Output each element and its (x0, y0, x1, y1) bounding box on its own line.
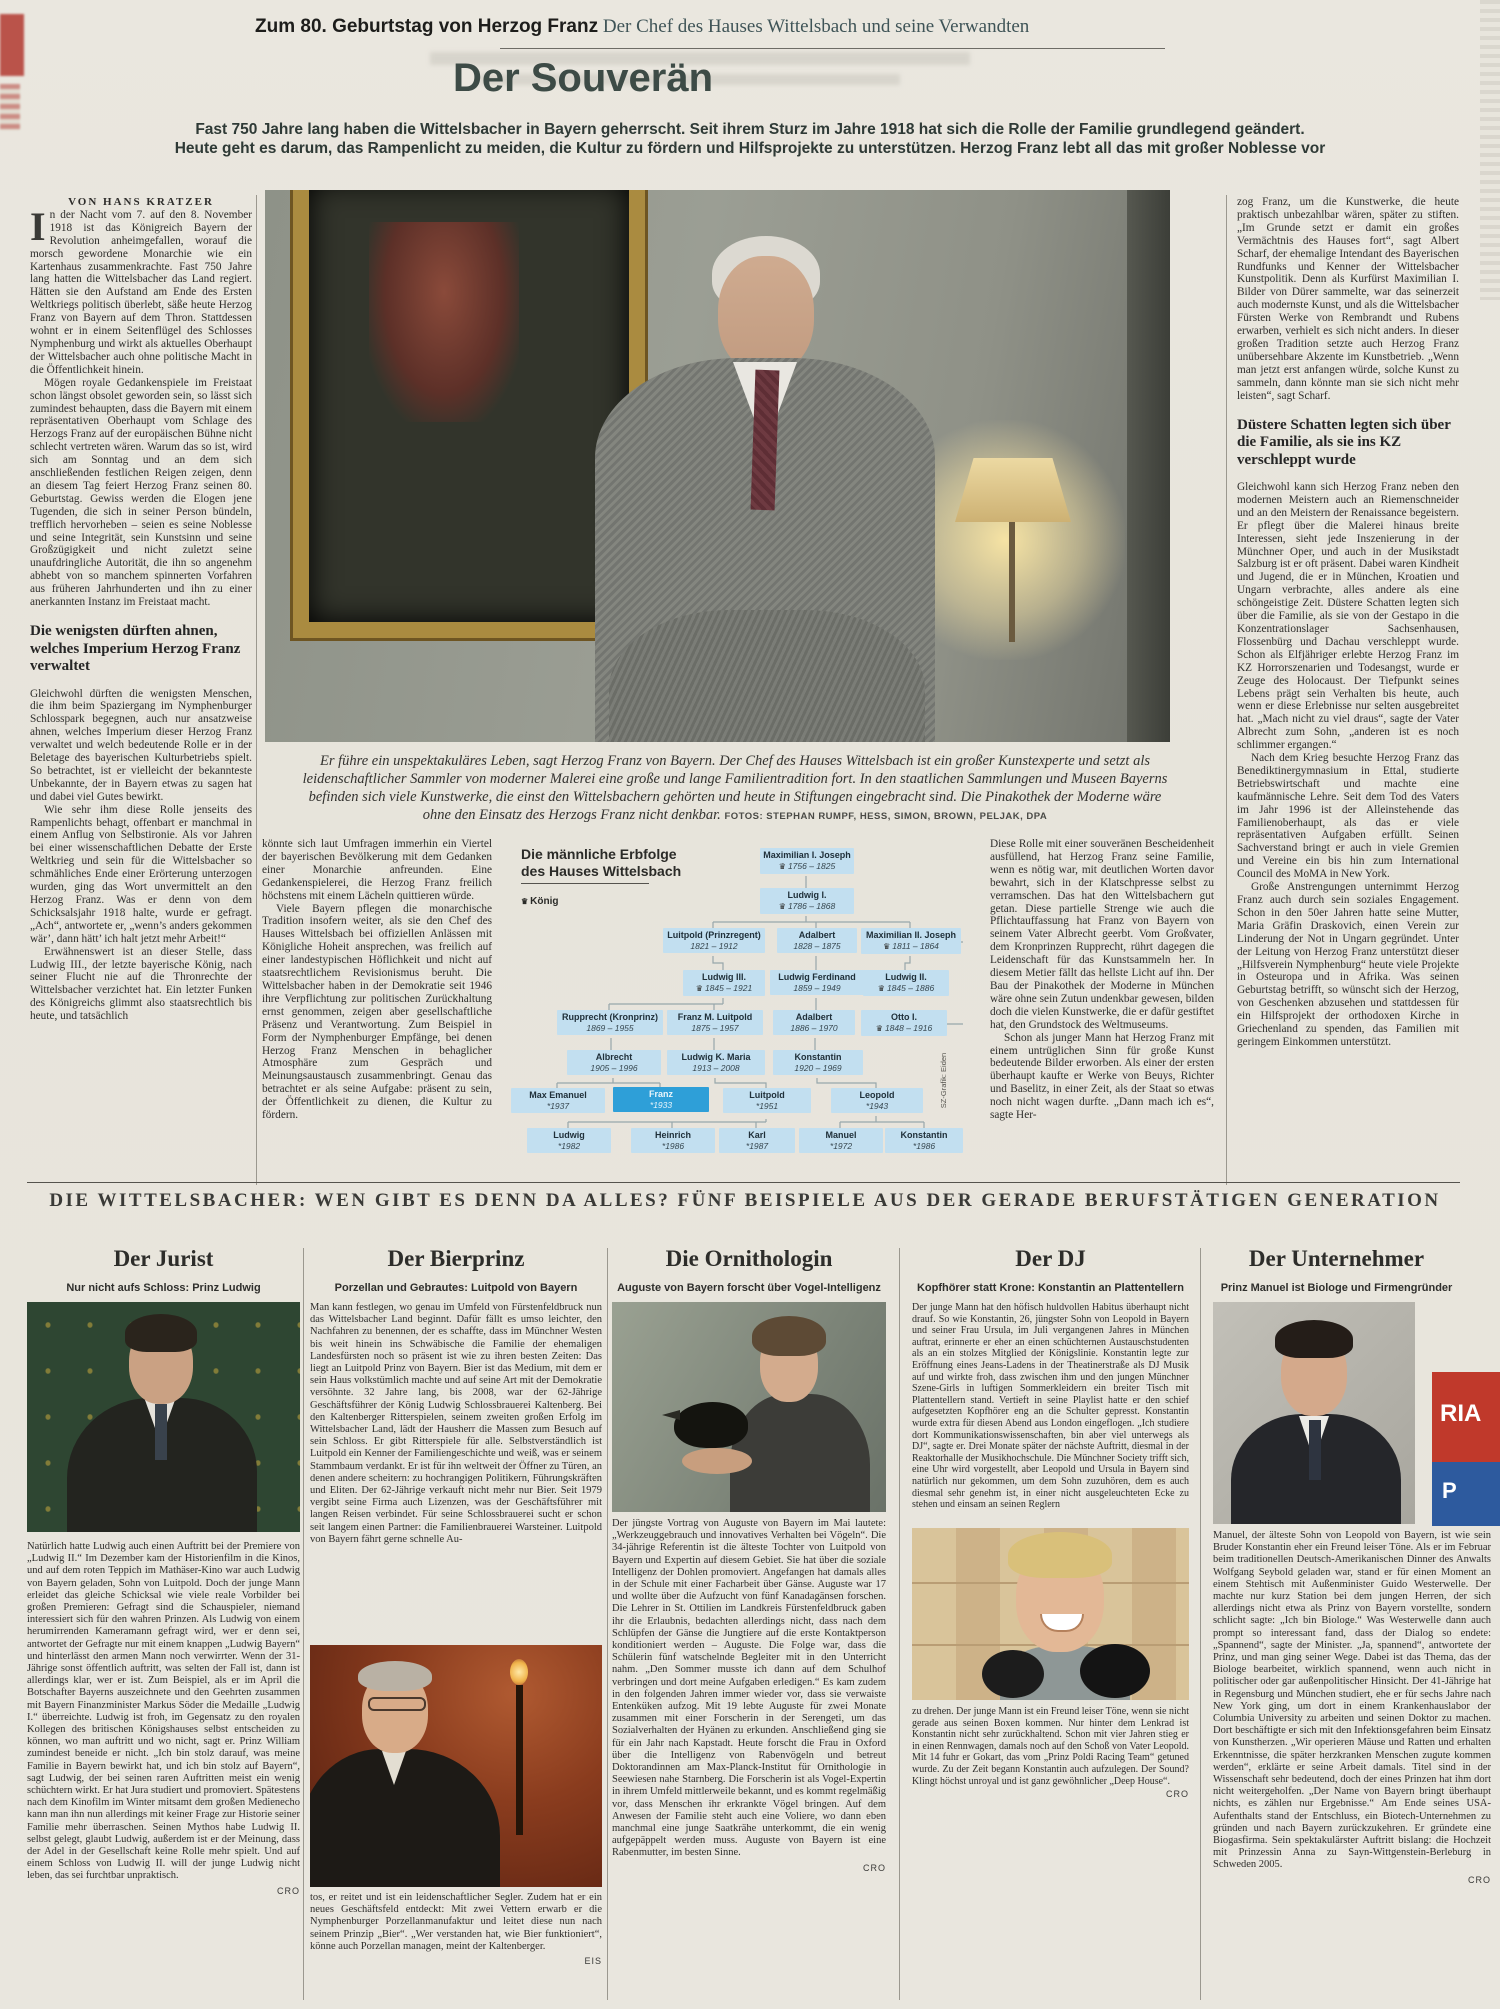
profile-jurist-subtitle: Nur nicht aufs Schloss: Prinz Ludwig (66, 1282, 261, 1294)
tree-title: Die männliche Erbfolge des Hauses Wittelsbach (521, 846, 681, 884)
kicker-subtitle: Der Chef des Hauses Wittelsbach und seine Verwandten (598, 16, 1030, 37)
article-column-1 (30, 196, 252, 1188)
glasses (368, 1697, 426, 1711)
author-initials: EIS (584, 1956, 602, 1967)
jurist-photo-prinz-ludwig (27, 1302, 300, 1532)
tree-box-karl: Karl *1987 (719, 1128, 795, 1153)
unternehmer-photo-manuel (1213, 1302, 1415, 1524)
paragraph: Gleichwohl kann sich Herzog Franz neben den modernen Meistern auch an Riemenschneider und an den Meistern der Renaissance begeistern. Er pflegt über die Malerei hinaus breite Interessen, sieht jede Inszenierung in der Münchner Oper, und auch in der Musikstadt Salzburg ist er oft präsent. Dabei waren Kindheit und Jugend, die er in München, Kroatien und Ungarn verbrachte, alles andere als eine schöngeistige Zeit. Düstere Schatten legten sich über die Familie, als sie von der Gestapo in die Konzentrationslager Sachsenhausen, Flossenbürg und Dachau verschleppt wurde. Schon als Elfjähriger erlebte Herzog Franz im KZ Horrorszenarien und Todesangst, wurde er Zeuge des Holocaust. Der Tiefpunkt seines Lebens prägt sein Verhalten bis heute, auch wenn er diese Erlebnisse nur selten ausgebreitet hat. „Mach nicht zu viel draus“, sagte der Vater Albrecht zum Sohn, „anderen ist es noch schlimmer ergangen.“ (1237, 481, 1459, 752)
crown-icon: ♛ (778, 901, 786, 911)
hand-holding-bird (682, 1448, 752, 1474)
paragraph: Natürlich hatte Ludwig auch einen Auftritt bei der Premiere von „Ludwig II.“ Im Dezember kam der Historienfilm in die Kinos, und auf dem roten Teppich im Mathäser-Kino war auch Ludwig von Bayern geladen, Sohn von Luitpold. Doch der junge Mann erleidet das gleiche Schicksal wie viele reale Vorbilder bei großen Premieren: Gefragt sind die Schauspieler, niemand interessiert sich für den wahren Prinzen. Als Ludwig von einem herumirrenden Kameramann gefragt wird, wer er denn sei, antwortet der Gefragte nur mit einem knappen „Ludwig Bayern“ und hinterlässt den armen Mann noch verwirrter. Wenn der 31-Jährige sonst öffentlich auftritt, was selten der Fall ist, dann ist allerdings klar, wer er ist. Zum Beispiel, als er im April die Botschafter Bayerns auszeichnete und den Geehrten zusammen mit Bayern Finanzminister Markus Söder die Medaille „Ludwig I.“ überreichte. Ludwig ist froh, im Gegensatz zu den royalen Kollegen des britischen Königshauses selbst entscheiden zu können, wo man auftritt und wo nicht, sagt er. Prinz William zumindest beneide er nicht. „Ich bin stolz darauf, was meine Familie in Bayern bewirkt hat, und ich bin stolz auf Bayern“, sagt Ludwig, der bei seinen raren Auftritten meist ein wenig schüchtern wirkt. Er hat Jura studiert und promoviert. Spätestens nach dem Kinofilm im Winter mitsamt dem großen Medienecho kann man ihn nun allerdings mit keiner Frage zur Historie seiner Familie mehr überraschen. Seinen Mythos habe Ludwig II. selbst gelegt, glaubt Ludwig, außerdem ist er der Meinung, dass der Adel in der Gesellschaft keine Rolle mehr spielt. Und auf einem Schloss von Ludwig II. will der junge Ludwig nicht leben, das sei furchtbar unpraktisch. (27, 1541, 300, 1882)
tree-connectors-svg (505, 838, 963, 1170)
tree-box-adalbert-1886: Adalbert 1886 – 1970 (773, 1010, 855, 1035)
paragraph: Gleichwohl dürften die wenigsten Menschen, die ihm beim Spaziergang im Nymphenburger Schlosspark begegnen, auch nur ansatzweise ahnen, welches Imperium dieser Herzog Franz verwaltet und welch bedeutende Rolle er in der Beletage des bayerischen Kulturbetriebs spielt. So betrachtet, ist er vielleicht der bekannteste Unbekannte, der in Bayern etwas zu sagen hat und dabei viel Gutes bewirkt. (30, 687, 252, 803)
profile-unternehmer-title: Der Unternehmer (1248, 1246, 1425, 1271)
tree-box-ludwig-k-maria: Ludwig K. Maria 1913 – 2008 (667, 1050, 765, 1075)
column-rule (607, 1248, 608, 2000)
profile-ornithologin-body (612, 1518, 886, 2004)
author-initials: CRO (277, 1885, 300, 1896)
adjacent-page-ad-fragment (1432, 1372, 1500, 1462)
profile-ornithologin-title: Die Ornithologin (665, 1246, 833, 1271)
lamp-shade (955, 458, 1071, 522)
profile-bierprinz-title: Der Bierprinz (387, 1246, 525, 1271)
paragraph: Nach dem Krieg besuchte Herzog Franz das Benediktinergymnasium in Ettal, studierte Betriebswirtschaft und machte eine kaufmännische Lehre. Seit dem Tod des Vaters im Jahr 1996 ist der Alleinstehende das Familienoberhaupt, als das er viele repräsentativen Aufgaben erfüllt. Seinen Sachverstand bringt er auch in viele Gremien und Vereine ein bis hin zum International Council des MoMA in New York. (1237, 752, 1459, 881)
paragraph: Manuel, der älteste Sohn von Leopold von Bayern, ist wie sein Bruder Konstantin eher ein Freund leiser Töne. Als er im Februar beim traditionellen Deutsch-Amerikanischen Dinner des Anwalts Wolfgang Seybold geladen war, stand er für einen Moment an einem Stehtisch mit Außenminister Guido Westerwelle. Der machte nur kurz Station bei dem jungen Herren, der sich allerdings nicht etwa als Prinz von Bayern vorstellte, sondern schlicht sagte: „Ich bin Biologe.“ Was Westerwelle dann auch prompt so interessant fand, dass der Dialog so endete: „Spannend“, sagte der Minister. „Ja, spannend“, antwortete der Prinz, und man ging seiner Wege. Dabei ist das Thema, das der Biologe bearbeitet, wirklich spannend, wenn auch nicht in politischer oder gar außenpolitischer Hinsicht. Der 41-Jährige hat in Regensburg und München studiert, ehe er für sechs Jahre nach New York ging, um dort in einem Krankenhauslabor der Columbia University zu arbeiten und seinen Doktor zu machen. Dort beschäftigte er sich mit den Infektionsgefahren beim Einsatz von Kunstherzen. „Wir operieren Mäuse und Ratten und erhalten Erkenntnisse, die später herzkranken Menschen zugute kommen werden“, erklärte er seine Arbeit damals. Titel sind in der Wissenschaft sehr bedeutend, doch der eines Prinzen hat ihm dort nicht weitergeholfen. „Der Name von Bayern bringt überhaupt nichts, es zählen nur Ergebnisse.“ Am Ende seines USA-Aufenthalts stand der Entschluss, ein Biotech-Unternehmen zu gründen und nach Bayern zurückzukehren. Er gründete eine Biogasfirma. Sein spektakulärster Auftritt bislang: die Hochzeit mit Prinzessin Anna zu Sayn-Wittgenstein-Berleburg in Schweden 2005. (1213, 1530, 1491, 1871)
paragraph: Große Anstrengungen unternimmt Herzog Franz auch durch sein soziales Engagement. Schon in den 50er Jahren hatte seine Mutter, Maria Gräfin Draskovich, einen Verein zur Linderung der Not in Ungarn gegründet. Unter der Leitung von Herzog Franz unterstützt dieser „Hilfsverein Nymphenburg“ heute viele Projekte in Osteuropa und in Afrika. Was seinen Geburtstag betrifft, so wünscht sich der Herzog, von Geschenken abzusehen und stattdessen für ein Hilfsprojekt der orthodoxen Kirche in Griechenland zu spenden, das Familien mit geringem Einkommen unterstützt. (1237, 881, 1459, 1048)
page-title: Der Souverän (452, 56, 714, 100)
tree-box-max-emanuel: Max Emanuel *1937 (511, 1088, 605, 1113)
kicker-topic: Zum 80. Geburtstag von Herzog Franz (255, 16, 599, 37)
paragraph: Mögen royale Gedankenspiele im Freistaat schon längst obsolet geworden sein, so lässt sich zumindest behaupten, dass die Bayern mit einem repräsentativen Oberhaupt vom Schlage des Herzogs Franz auf der europäischen Bühne nicht schlecht vertreten wären. Warum das so ist, wird sich am Sonntag und an dem sich anschließenden festlichen Reigen zeigen, denn an diesem Tag feiert Herzog Franz seinen 80. Geburtstag. Gewiss werden die Elogen jene Tugenden, die sich in seiner Person bündeln, trefflich hervorheben – seien es seine Noblesse und seine Integrität, sein Kunstsinn und seine Großzügigkeit und nicht zuletzt seine unaufdringliche Autorität, die ihn so angenehm abhebt von so manchem spinnerten Vorfahren aus früheren Jahrhunderten und ihn zu einer anerkannten Instanz im Freistaat macht. (30, 376, 252, 609)
tree-box-adalbert-1828: Adalbert 1828 – 1875 (777, 928, 857, 953)
portrait-face (718, 256, 814, 374)
article-column-3 (990, 838, 1214, 1190)
paragraph: zog Franz, um die Kunstwerke, die heute praktisch unbezahlbar wären, später zu stiften. „Im Grunde setzt er damit ein großes Vermächtnis des Hauses fort“, sagt Albert Scharf, der ehemalige Intendant des Bayerischen Rundfunks und Kenner der Wittelsbacher Kunstpolitik. Denn als Kurfürst Maximilian I. Bilder von Dürer sammelte, war das seinerzeit auch modernste Kunst, und als die Wittelsbacher Fürsten Werke von Rembrandt und Rubens erwarben, verhielt es sich nicht anders. In dieser großen Tradition setzte auch Herzog Franz unübersehbare Akzente im Kunstbetrieb. „Wenn man jetzt erst anfangen würde, solche Kunst zu sammeln, dann könnte man sie sich nicht mehr leisten“, sagt Scharf. (1237, 196, 1459, 402)
column-rule (1200, 1248, 1201, 2000)
tree-box-ludwig-ii: Ludwig II. ♛ 1845 – 1886 (863, 970, 949, 996)
tree-box-leopold: Leopold *1943 (831, 1088, 923, 1113)
dj-photo-konstantin (912, 1528, 1189, 1700)
profile-unternehmer-subtitle: Prinz Manuel ist Biologe und Firmengründer (1220, 1282, 1453, 1294)
tree-box-maximilian-i-joseph: Maximilian I. Joseph ♛ 1756 – 1825 (760, 848, 854, 874)
tree-box-ludwig-1982: Ludwig *1982 (527, 1128, 611, 1153)
portrait-tie (751, 370, 780, 511)
tree-box-konstantin-1920: Konstantin 1920 – 1969 (773, 1050, 863, 1075)
profile-bierprinz-body-2 (310, 1892, 602, 2004)
article-column-2 (262, 838, 492, 1190)
profile-unternehmer-body (1213, 1530, 1491, 2004)
page-edge-fragment-top-left (0, 14, 24, 76)
tree-box-heinrich: Heinrich *1986 (631, 1128, 715, 1153)
crown-icon: ♛ (877, 983, 885, 993)
paragraph: Wie sehr ihm diese Rolle jenseits des Rampenlichts behagt, offenbart er manchmal in einem Anflug von Selbstironie. Als vor Jahren bei einer wissenschaftlichen Debatte der Erste Weltkrieg und sein für die Wittelsbacher so schmähliches Ende einer Erörterung unterzogen wurden, ging das Wort unvermittelt an den Herzog Franz. Was er denn von dem Schicksalsjahr 1918 halte, wurde er gefragt. „Ach“, antwortete er, „wenn’s anders gekommen wär’, dann hätt’ ich halt jetzt mehr Arbeit!“ (30, 803, 252, 945)
column-rule (303, 1248, 304, 2000)
black-bird (674, 1402, 748, 1448)
crown-icon: ♛ (778, 861, 786, 871)
ad-fragment-text-2: P (1442, 1478, 1457, 1503)
photo-credit: FOTOS: STEPHAN RUMPF, HESS, SIMON, BROWN, PELJAK, DPA (724, 811, 1048, 822)
tree-box-ludwig-iii: Ludwig III. ♛ 1845 – 1921 (683, 970, 765, 996)
portrait-crossed-arms (609, 610, 925, 742)
adjacent-page-ad-fragment-2 (1432, 1462, 1500, 1526)
profile-dj-title: Der DJ (1015, 1246, 1086, 1271)
jurist-tie (155, 1404, 167, 1460)
tree-box-ludwig-i: Ludwig I. ♛ 1786 – 1868 (760, 888, 854, 914)
tree-box-konstantin-1986: Konstantin *1986 (885, 1128, 963, 1153)
author-initials: CRO (1166, 1789, 1189, 1800)
dj-hair (1008, 1532, 1112, 1578)
crosshead-1: Die wenigsten dürften ahnen, welches Imperium Herzog Franz verwaltet (30, 623, 241, 674)
tree-box-franz-highlighted: Franz *1933 (613, 1087, 709, 1112)
tree-box-franz-m-luitpold: Franz M. Luitpold 1875 – 1957 (667, 1010, 763, 1035)
profile-dj-body-1 (912, 1302, 1189, 1524)
tree-legend: ♛ König (521, 896, 559, 907)
page-edge-fragment-left (0, 84, 20, 130)
author-initials: CRO (1468, 1874, 1491, 1885)
paragraph: In der Nacht vom 7. auf den 8. November 1918 ist das Königreich Bayern der Revolution anheimgefallen, worauf die morsch gewordene Monarchie wie ein Kartenhaus zusammenkrachte. Fast 750 Jahre lang hatten die Wittelsbacher das Land regiert. Hätten sie den Aufstand am Ende des Ersten Weltkriegs politisch überlebt, säße heute Herzog Franz von Bayern auf dem Thron. Stattdessen wohnt er in einem Seitenflügel des Schlosses Nymphenburg und wirkt als aktuelles Oberhaupt der Wittelsbacher auch ohne politische Macht in die Öffentlichkeit hinein. (30, 203, 252, 376)
tree-box-luitpold-1951: Luitpold *1951 (723, 1088, 811, 1113)
profile-ornithologin-subtitle: Auguste von Bayern forscht über Vogel-Intelligenz (617, 1282, 881, 1294)
tree-box-ludwig-ferdinand: Ludwig Ferdinand 1859 – 1949 (770, 970, 864, 995)
column-rule (899, 1248, 900, 2000)
deck-line-1: Fast 750 Jahre lang haben die Wittelsbacher in Bayern geherrscht. Seit ihrem Sturz im Jahre 1918 hat sich die Rolle der Familie grundlegend geändert. (195, 121, 1305, 138)
tree-box-luitpold-prinzregent: Luitpold (Prinzregent) 1821 – 1912 (663, 928, 765, 953)
section-rule (27, 1182, 1460, 1183)
candle-flame (510, 1659, 528, 1685)
ornithologin-photo-auguste (612, 1302, 886, 1512)
photo-caption: Er führe ein unspektakuläres Leben, sagt Herzog Franz von Bayern. Der Chef des Hauses Wittelsbach ist ein großer Kunstexperte und setzt als leidenschaftlicher Sammler von moderner Malerei eine große und lange Familientradition fort. In den staatlichen Sammlungen und Museen Bayerns befinden sich viele Kunstwerke, die einst den Wittelsbachern gehörten und heute in Stiftungen eingebracht sind. Die Pinakothek der Moderne wäre ohne den Einsatz des Herzogs Franz nicht denkbar. FOTOS: STEPHAN RUMPF, HESS, SIMON, BROWN, PELJAK, DPA (302, 753, 1168, 823)
lamp-stand (1009, 522, 1015, 642)
paragraph: Diese Rolle mit einer souveränen Bescheidenheit ausfüllend, hat Herzog Franz seine Familie, wenn es nötig war, mit deutlichen Worten davor bewahrt, sich in der Klatschpresse selbst zu verramschen. Das hat den Wittelsbachern gut getan. Diese partielle Strenge wie auch die Pflichtauffassung hat Franz von Bayern von seinem Vater Albrecht geerbt. Vom Großvater, dem Kronprinzen Rupprecht, rührt dagegen die Leidenschaft für das Kunstsammeln her. In diesem Metier fällt das hellste Licht auf ihn. Der Bau der Pinakothek der Moderne in München wäre ohne sein Zutun undenkbar gewesen, bilden doch die vielen Kunstwerke, die er dafür gestiftet hat, den Grundstock des Weltmuseums. (990, 838, 1214, 1031)
author-initials: CRO (863, 1862, 886, 1873)
ad-fragment-text-1: RIA (1440, 1400, 1482, 1427)
paragraph: tos, er reitet und ist ein leidenschaftlicher Segler. Zudem hat er ein neues Geschäftsfeld entdeckt: Mit zwei Vettern erwarb er die Nymphenburger Porzellanmanufaktur und leitet diese nun nach seinem Prinzip „Bier“. „Wer verstanden hat, wie Bier funktioniert“, könne auch Porzellan managen, meint der Kaltenberger. (310, 1892, 602, 1952)
paragraph: Viele Bayern pflegen die monarchische Tradition insofern weiter, als sie den Chef des Hauses Wittelsbach bei offiziellen Anlässen mit Königliche Hoheit ansprechen, was freilich auf einer landestypischen Höflichkeit und nicht auf staatsrechtlichem Revisionismus beruht. Die Wittelsbacher haben in der Demokratie seit 1946 ihre Verpflichtung zur politischen Zurückhaltung ernst genommen, zeigen aber gesellschaftliche Präsenz und Verantwortung. Zum Beispiel in Form der Nymphenburger Empfänge, bei denen Herzog Franz Menschen in behaglicher Atmosphäre zum Gespräch und Meinungsaustausch zusammenbringt. Genau das betrachtet er als seine Aufgabe: präsent zu sein, der Öffentlichkeit zu dienen, die Kultur zu fördern. (262, 902, 492, 1122)
curtain (1127, 190, 1170, 742)
unternehmer-tie (1309, 1420, 1321, 1480)
headphones-left (982, 1650, 1044, 1698)
column-rule (256, 195, 257, 1185)
section-banner: DIE WITTELSBACHER: WEN GIBT ES DENN DA ALLES? FÜNF BEISPIELE AUS DER GERADE BERUFSTÄTIGEN GENERATION (49, 1190, 1441, 1211)
candle-stand (516, 1685, 523, 1835)
tree-box-rupprecht-kronprinz: Rupprecht (Kronprinz) 1869 – 1955 (557, 1010, 663, 1035)
painting-figure (369, 222, 519, 422)
main-photo-herzog-franz (265, 190, 1170, 742)
profile-jurist-title: Der Jurist (113, 1246, 214, 1271)
bierprinz-hair (358, 1661, 432, 1691)
tree-box-maximilian-ii-joseph: Maximilian II. Joseph ♛ 1811 – 1864 (861, 928, 961, 954)
bierprinz-suit (310, 1749, 500, 1887)
bierprinz-photo-luitpold (310, 1645, 602, 1887)
deck (75, 120, 1425, 158)
drop-cap: I (30, 203, 46, 249)
crown-icon: ♛ (695, 983, 703, 993)
crown-icon: ♛ (521, 897, 529, 906)
article-column-4 (1237, 196, 1459, 1188)
ornithologin-hair (752, 1316, 826, 1356)
bird-beak (662, 1410, 680, 1420)
profile-bierprinz-subtitle: Porzellan und Gebrautes: Luitpold von Bayern (334, 1282, 578, 1294)
tree-credit: SZ-Grafik: Eiden (938, 1052, 948, 1109)
crown-icon: ♛ (883, 941, 891, 951)
painting-frame (293, 190, 645, 638)
paragraph: Der junge Mann hat den höfisch huldvollen Habitus überhaupt nicht drauf. So wie Konstantin, 26, jüngster Sohn von Leopold in Bayern und seiner Frau Ursula, im Juli vergangenen Jahres in München auftrat, erinnerte er eher an einen schüchternen Austauschstudenten als an ein stolzes Mitglied der Königslinie. Konstantin legte zur Eröffnung eines Jeans-Ladens in der Theatinerstraße als DJ Musik auf und wirkte froh, dass zwischen ihm und den jungen Münchner Szene-Girls in luftigen Sommerkleidern ein breiter Tisch mit Plattentellern stand. Vertieft in seine Playlist hatte er den schief aufgesetzten Kopfhörer eng an die Schulter gepresst. Konstantin wurde extra für diesen Abend aus London eingeflogen. „Ich studiere dort Kommunikationswissenschaften, bin aber viel unterwegs als DJ“, sagte er. Drei Monate später der nächste Auftritt, diesmal in der Reaktorhalle der Musikhochschule. Die Münchner Society trifft sich, eine Uhr wird vorgestellt, aber Leopold und Ursula in Bayern sind natürlich nur gekommen, um dem Sohn zuzuhören, dem es auch diesmal sehr genehm ist, in einer nicht ausgeleuchteten Ecke zu stehen und einsam an seinen Reglern (912, 1302, 1189, 1511)
tree-box-manuel: Manuel *1972 (799, 1128, 883, 1153)
jurist-hair (125, 1314, 197, 1352)
profile-jurist-body (27, 1541, 300, 2003)
unternehmer-hair (1275, 1320, 1353, 1358)
kicker-rule (500, 48, 1165, 49)
deck-line-2: Heute geht es darum, das Rampenlicht zu meiden, die Kultur zu fördern und Hilfsprojekte zu unterstützen. Herzog Franz lebt all das mit großer Noblesse vor (174, 140, 1326, 157)
family-tree (505, 838, 963, 1170)
paragraph: Man kann festlegen, wo genau im Umfeld von Fürstenfeldbruck nun das Wittelsbacher Land beginnt. Dafür fällt es umso leichter, den Nachfahren zu benennen, der es schaffte, dass im Münchner Westen bis weit hinein ins Schwäbische die Familie der ehemaligen Landesfürsten noch so präsent ist wie zu ihren besten Zeiten: Das liegt an Luitpold Prinz von Bayern. Bier ist das Medium, mit dem er sein Haus volkstümlich machte und auf seine Art mit der Demokratie versöhnte. 32 Jahre lang, bis 2008, war der 62-Jährige Geschäftsführer der König Ludwig Schlossbrauerei Kaltenberg. Bei den Kaltenberger Ritterspielen, seinem zweiten großen Erfolg im Wittelsbacher Land, lädt der Hausherr die Massen zum Besuch auf sein Schloss. Er gibt Ritterspiele für alle. Selbstverständlich ist Luitpold ein Kenner der Familiengeschichte und weiß, was er seinem Stammbaum verdankt. Er ist für ihn weltweit der Öffner zu Türen, an denen andere scheitern: zu hochrangigen Politikern, Führungskräften und Eliten. Der 62-Jährige verkauft nicht mehr nur Bier. Seit 1979 vergibt seine Firma auch Lizenzen, was der Geschäftsführer mit langen Reisen verbindet. Für seine Schlossbrauerei sucht er schon seit langem einen Partner: die Familienbrauerei Warsteiner. Luitpold von Bayern fährt gerne schnelle Au- (310, 1302, 602, 1545)
paragraph: Schon als junger Mann hat Herzog Franz mit einem untrüglichen Sinn für große Kunst bedeutende Bilder erworben. Als einer der ersten überhaupt kaufte er Werke von Beuys, Richter und Baselitz, in einer Zeit, als der Staat so etwas noch nicht wagen durfte. „Dann mach ich es“, sagte Her- (990, 1031, 1214, 1122)
page-edge-fragment-top-right (1480, 0, 1500, 300)
headphones-right (1080, 1644, 1150, 1698)
profile-dj-subtitle: Kopfhörer statt Krone: Konstantin an Plattentellern (916, 1282, 1185, 1294)
crown-icon: ♛ (875, 1023, 883, 1033)
tree-box-albrecht: Albrecht 1905 – 1996 (567, 1050, 661, 1075)
profile-dj-body-2 (912, 1706, 1189, 1822)
paragraph: Erwähnenswert ist an dieser Stelle, dass Ludwig III., der letzte bayerische König, nach seiner Flucht nie auf die Thronrechte der Wittelsbacher verzichtet hat. Ein letzter Funken des Königreichs glimmt also staatsrechtlich bis heute, und tatsächlich (30, 945, 252, 1023)
tree-box-otto-i: Otto I. ♛ 1848 – 1916 (861, 1010, 947, 1036)
crosshead-2: Düstere Schatten legten sich über die Familie, als sie ins KZ verschleppt wurde (1237, 416, 1451, 468)
profile-bierprinz-body-1 (310, 1302, 602, 1640)
paragraph: Der jüngste Vortrag von Auguste von Bayern im Mai lautete: „Werkzeuggebrauch und innovatives Verhalten bei Vögeln“. Die 34-jährige Referentin ist die älteste Tochter von Luitpold von Bayern und Expertin auf diesem Gebiet. Sie hat über die soziale Intelligenz der Dohlen promoviert. Angefangen hat damals alles in der Schule mit einer Facharbeit über Gänse. Auguste war 17 und wollte über die Aufzucht von fünf Kanadagänsen forschen. Die Lehrer in St. Ottilien im Landkreis Fürstenfeldbruck gaben ihr die Erlaubnis, bedachten allerdings nicht, dass nach dem Schlüpfen der Gänse die Jungtiere auf die erste Kontaktperson konditioniert werden – Auguste. Die Folge war, dass die Schülerin fünf watschelnde Begleiter mit in den Unterricht nahm. „Den Sommer musste ich dann auf dem Schulhof verbringen und dort meine Aufgaben erledigen.“ Es kam zudem in den folgenden Jahren immer wieder vor, dass sie verwaiste Entenküken aufzog. Mit 19 lebte Auguste für zwei Monate zusammen mit einer Forscherin in der Serengeti, um das Sozialverhalten der Hyänen zu erkunden. Anschließend ging sie für ein Jahr nach Kapstadt. Heute forscht die Frau in Oxford über die Intelligenz von Rabenvögeln und betreut Doktorandinnen am Max-Planck-Institut für Ornithologie in Seewiesen nahe Starnberg. Die Forscherin ist als Vogel-Expertin in ihrem Umfeld mittlerweile bekannt, und es kommt regelmäßig vor, dass Menschen ihr erkrankte Vögel bringen. Auf dem Anwesen der Familie steht auch eine Voliere, wo dann eben manchmal eine junge Saatkrähe unterkommt, die ein wenig aufgepäppelt werden muss. Auguste von Bayern ist eine Rabenmutter, im besten Sinne. (612, 1518, 886, 1859)
byline: VON HANS KRATZER (68, 196, 214, 208)
paragraph: zu drehen. Der junge Mann ist ein Freund leiser Töne, wenn sie nicht gerade aus seinen Boxen kommen. Nur hinter dem Lenkrad ist Konstantin nicht sehr zurückhaltend. Schon mit vier Jahren stieg er in einen Rennwagen, damals noch auf den Schoß von Vater Leopold. Mit 14 fuhr er Gokart, das vom „Prinz Poldi Racing Team“ getuned wurde. Zu der Zeit begann Konstantin auch aufzulegen. Der Sound? Klingt höchst unroyal und ist ganz gewöhnlicher „Deep House“. (912, 1706, 1189, 1787)
kicker (255, 16, 1255, 38)
ornithologin-top (730, 1394, 870, 1512)
column-rule (1226, 195, 1227, 1185)
paragraph: könnte sich laut Umfragen immerhin ein Viertel der bayerischen Bevölkerung mit dem Gedanken einer Monarchie anfreunden. Eine Gedankenspielerei, die Herzog Franz freilich höchstens mit einem Lächeln quittieren würde. (262, 838, 492, 902)
